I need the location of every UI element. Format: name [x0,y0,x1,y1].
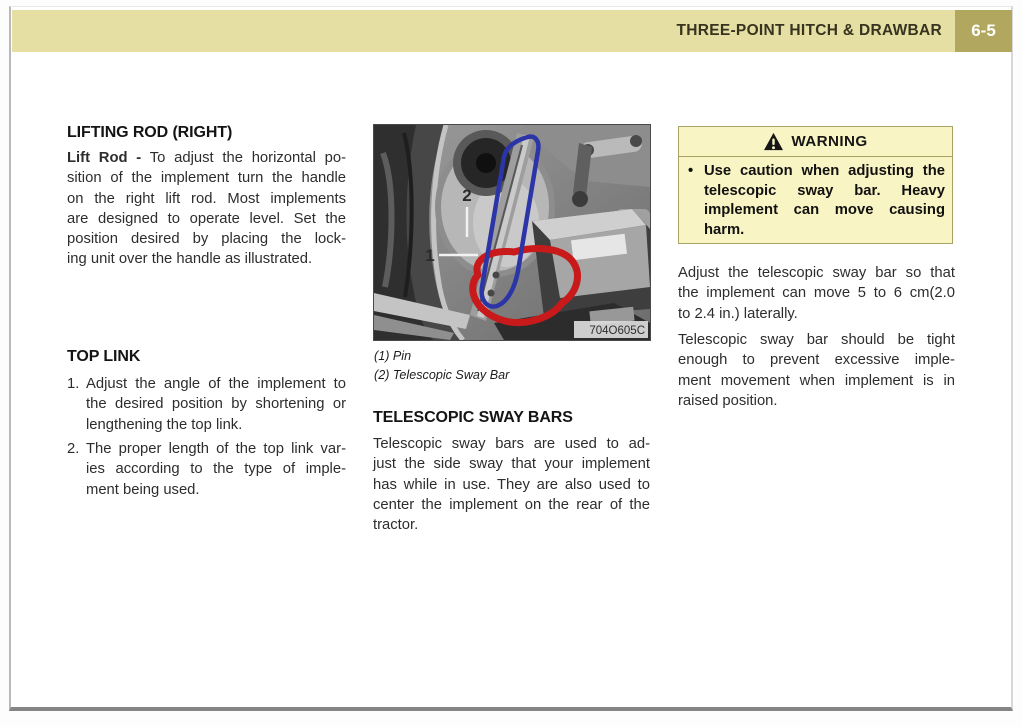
paragraph-line: ment movement when implement is in [678,372,955,389]
list-item-text [86,439,346,500]
paragraph-line: the desired position by shortening or [86,396,346,413]
paragraph-line: harm. [704,221,745,238]
sway-bar-adjust-paragraph [678,263,955,324]
warning-text [704,162,945,240]
paragraph-line: Telescopic sway bars are used to ad- [373,436,650,452]
lead-bold-text: Lift Rod - [67,150,142,166]
paragraph-line: has while in use. They are also used to [373,476,650,493]
list-number: 2. [67,441,80,457]
pivot-hole [476,153,496,173]
link-hole-right [630,135,642,147]
paragraph-line: ies according to the type of imple- [86,461,346,478]
list-number: 1. [67,376,80,392]
paragraph-line: The proper length of the top link var- [86,441,346,457]
lifting-rod-paragraph [67,148,346,270]
section-heading-top-link: TOP LINK [67,348,141,365]
bullet: • [688,163,694,179]
chapter-title: THREE-POINT HITCH & DRAWBAR [676,22,942,39]
paragraph-line [67,148,346,168]
paragraph-line: implement can move causing [704,202,945,219]
paragraph-line: raised position. [678,392,778,409]
manual-page [9,6,1013,711]
paragraph-line: sition of the implement turn the handle [67,170,346,187]
paragraph-line: enough to prevent excessive imple- [678,352,955,369]
section-heading-lifting-rod: LIFTING ROD (RIGHT) [67,124,233,141]
paragraph-line: telescopic sway bar. Heavy [704,182,945,199]
adjust-hole-1 [493,272,500,279]
warning-body [679,157,952,240]
section-heading-telescopic-sway-bars: TELESCOPIC SWAY BARS [373,409,573,426]
telescopic-sway-bars-paragraph [373,434,650,535]
page-number: 6-5 [955,10,1012,52]
caption-line-1: (1) Pin [374,349,412,363]
paragraph-line: to 2.4 in.) laterally. [678,305,798,322]
header-band [12,10,1012,52]
paragraph-line: are designed to operate level. Set the [67,210,346,227]
warning-icon [763,132,784,151]
linkage-joint [572,191,588,207]
tractor-linkage-photo [373,124,651,341]
paragraph-line-text: To adjust the horizontal po- [141,150,347,166]
sway-bar-tightness-paragraph [678,330,955,411]
warning-header [679,127,952,157]
top-link-item-1 [67,374,346,435]
paragraph-line: Adjust the telescopic sway bar so that [678,265,955,281]
paragraph-line: the implement can move 5 to 6 cm(2.0 [678,285,955,302]
paragraph-line: center the implement on the rear of the [373,496,650,513]
paragraph-line: just the side sway that your implement [373,456,650,473]
paragraph-line: on the right lift rod. Most implements [67,190,346,207]
paragraph-line: lengthening the top link. [86,416,243,433]
paragraph-line: Adjust the angle of the implement to [86,376,346,392]
adjust-hole-2 [488,290,495,297]
tractor-linkage-illustration [374,125,650,340]
figure-code: 704O605C [589,325,645,337]
warning-box [678,126,953,244]
paragraph-line: Telescopic sway bar should be tight [678,332,955,348]
list-item-text [86,374,346,435]
caption-line-2: (2) Telescopic Sway Bar [374,367,510,382]
warning-title: WARNING [791,133,868,150]
paragraph-line: position desired by placing the lock- [67,231,346,248]
paragraph-line: Use caution when adjusting the [704,163,945,179]
paragraph-line: ment being used. [86,481,200,498]
paragraph-line: ing unit over the handle as illustrated. [67,251,313,268]
paragraph-line: tractor. [373,517,419,534]
figure-caption [374,347,509,384]
figure-label-1: 1 [425,246,435,265]
paragraph-lines [67,168,346,269]
top-link-item-2 [67,439,346,500]
figure-label-2: 2 [462,186,472,205]
